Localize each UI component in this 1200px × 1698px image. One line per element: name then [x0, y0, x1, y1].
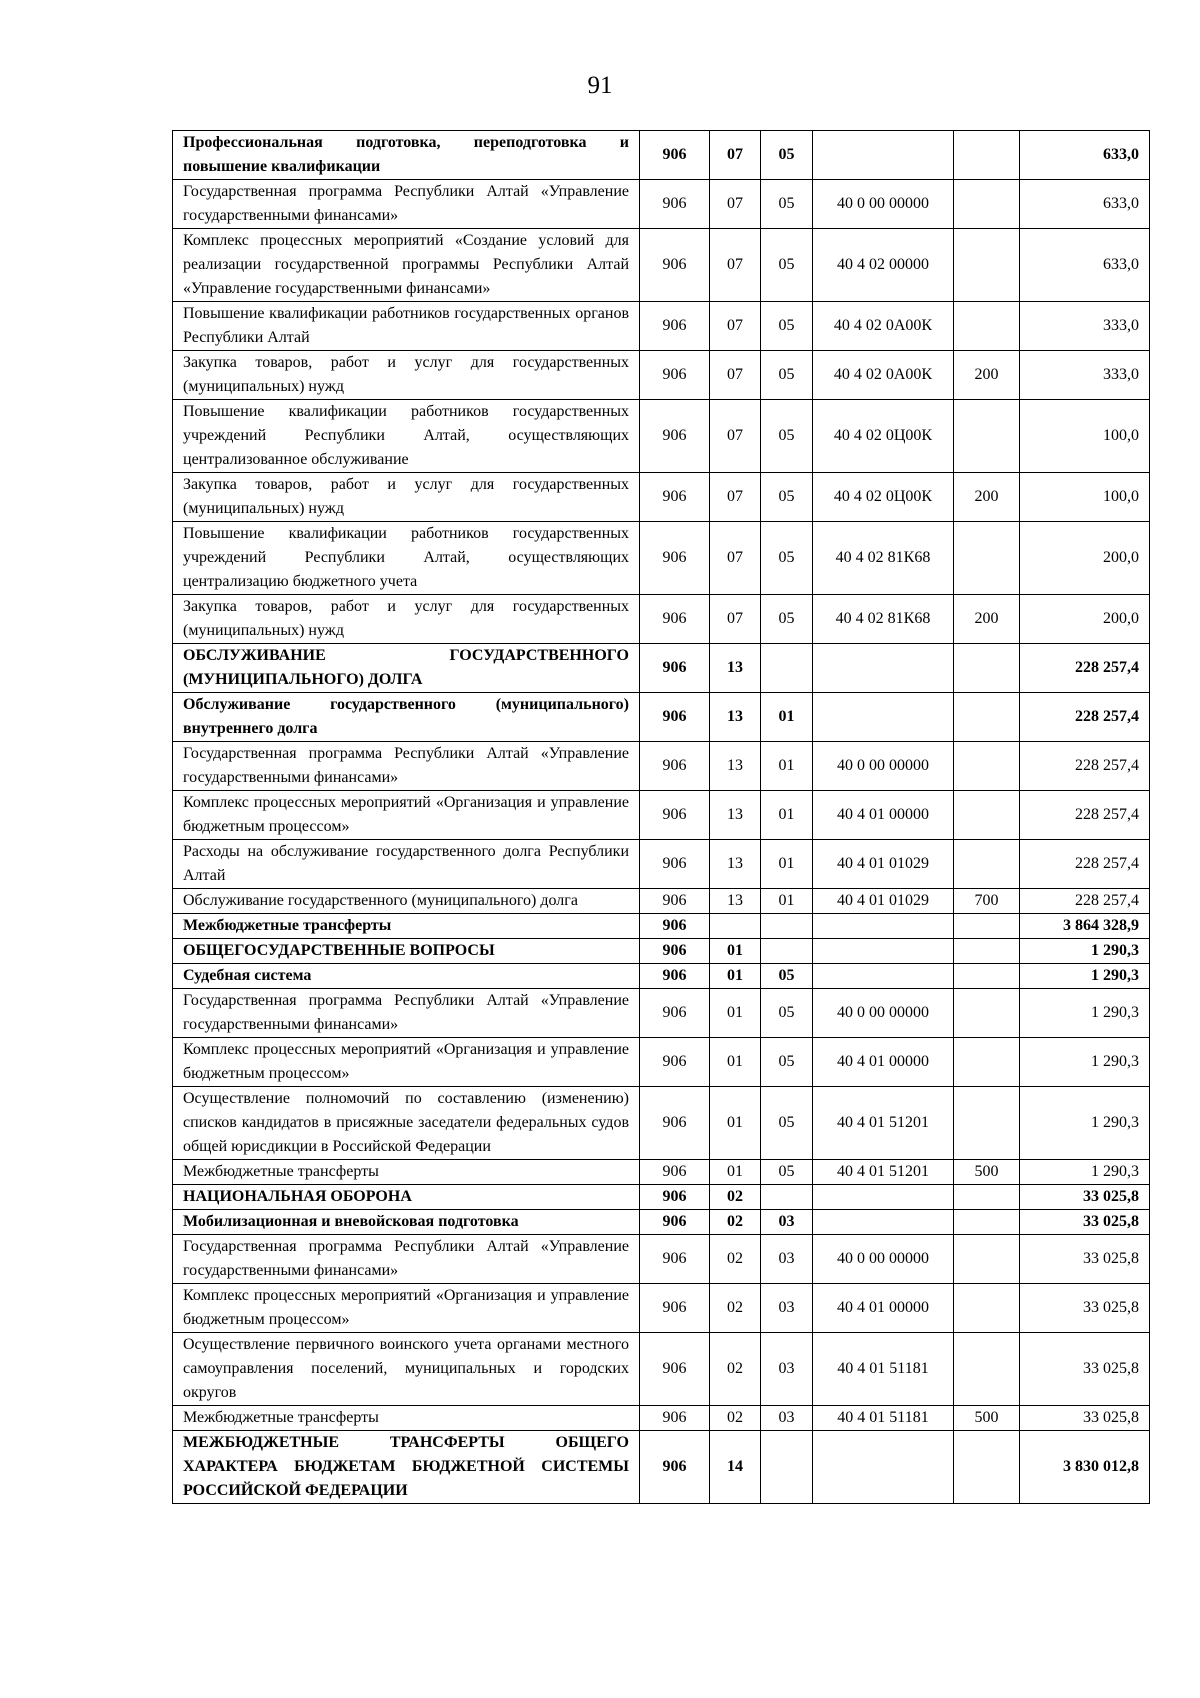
table-row — [173, 302, 1150, 351]
table-row — [173, 595, 1150, 644]
section-code: 07 — [710, 595, 761, 644]
subsection-code — [761, 939, 813, 964]
target-item-code: 40 4 01 51201 — [813, 1160, 954, 1185]
row-name: Закупка товаров, работ и услуг для государственных (муниципальных) нужд — [173, 595, 640, 644]
ministry-code: 906 — [640, 742, 710, 791]
row-name: НАЦИОНАЛЬНАЯ ОБОРОНА — [173, 1185, 640, 1210]
target-item-code: 40 4 01 51201 — [813, 1087, 954, 1160]
expense-type-code — [954, 302, 1020, 351]
table-row — [173, 1038, 1150, 1087]
row-name: Межбюджетные трансферты — [173, 1406, 640, 1431]
ministry-code: 906 — [640, 1210, 710, 1235]
subsection-code: 03 — [761, 1210, 813, 1235]
amount: 100,0 — [1020, 400, 1150, 473]
ministry-code: 906 — [640, 964, 710, 989]
subsection-code: 05 — [761, 400, 813, 473]
ministry-code: 906 — [640, 644, 710, 693]
table-row — [173, 964, 1150, 989]
row-name: ОБСЛУЖИВАНИЕ ГОСУДАРСТВЕННОГО (МУНИЦИПАЛЬНОГО) ДОЛГА — [173, 644, 640, 693]
expense-type-code — [954, 229, 1020, 302]
table-row — [173, 914, 1150, 939]
expense-type-code: 500 — [954, 1406, 1020, 1431]
row-name: Государственная программа Республики Алтай «Управление государственными финансами» — [173, 742, 640, 791]
subsection-code: 03 — [761, 1406, 813, 1431]
amount: 33 025,8 — [1020, 1333, 1150, 1406]
table-row — [173, 1431, 1150, 1504]
expense-type-code: 700 — [954, 889, 1020, 914]
section-code: 02 — [710, 1406, 761, 1431]
expense-type-code: 200 — [954, 595, 1020, 644]
ministry-code: 906 — [640, 302, 710, 351]
amount: 333,0 — [1020, 302, 1150, 351]
amount: 1 290,3 — [1020, 964, 1150, 989]
amount: 228 257,4 — [1020, 889, 1150, 914]
subsection-code: 05 — [761, 473, 813, 522]
table-row — [173, 889, 1150, 914]
subsection-code: 01 — [761, 889, 813, 914]
row-name: ОБЩЕГОСУДАРСТВЕННЫЕ ВОПРОСЫ — [173, 939, 640, 964]
table-row — [173, 1235, 1150, 1284]
row-name: Осуществление полномочий по составлению (изменению) списков кандидатов в присяжные заседатели федеральных судов общей юрисдикции в Российской Федерации — [173, 1087, 640, 1160]
ministry-code: 906 — [640, 1087, 710, 1160]
section-code: 07 — [710, 400, 761, 473]
amount: 33 025,8 — [1020, 1284, 1150, 1333]
row-name: Комплекс процессных мероприятий «Создание условий для реализации государственной программы Республики Алтай «Управление государственными финансами» — [173, 229, 640, 302]
ministry-code: 906 — [640, 180, 710, 229]
section-code: 07 — [710, 522, 761, 595]
subsection-code: 05 — [761, 131, 813, 180]
section-code: 07 — [710, 229, 761, 302]
subsection-code: 01 — [761, 693, 813, 742]
expense-type-code — [954, 1087, 1020, 1160]
table-row — [173, 1160, 1150, 1185]
expense-type-code: 200 — [954, 351, 1020, 400]
target-item-code: 40 4 01 01029 — [813, 840, 954, 889]
subsection-code — [761, 644, 813, 693]
ministry-code: 906 — [640, 889, 710, 914]
table-row — [173, 939, 1150, 964]
ministry-code: 906 — [640, 914, 710, 939]
ministry-code: 906 — [640, 1038, 710, 1087]
table-row — [173, 1284, 1150, 1333]
target-item-code — [813, 1185, 954, 1210]
section-code: 07 — [710, 473, 761, 522]
section-code: 01 — [710, 989, 761, 1038]
subsection-code: 05 — [761, 302, 813, 351]
row-name: Мобилизационная и вневойсковая подготовка — [173, 1210, 640, 1235]
ministry-code: 906 — [640, 989, 710, 1038]
expense-type-code — [954, 1185, 1020, 1210]
amount: 33 025,8 — [1020, 1235, 1150, 1284]
table-row — [173, 351, 1150, 400]
expense-type-code — [954, 400, 1020, 473]
section-code: 13 — [710, 693, 761, 742]
row-name: Закупка товаров, работ и услуг для государственных (муниципальных) нужд — [173, 351, 640, 400]
row-name: Повышение квалификации работников государственных учреждений Республики Алтай, осуществляющих централизованное обслуживание — [173, 400, 640, 473]
table-row — [173, 791, 1150, 840]
row-name: Судебная система — [173, 964, 640, 989]
ministry-code: 906 — [640, 939, 710, 964]
table-row — [173, 473, 1150, 522]
subsection-code: 01 — [761, 742, 813, 791]
amount: 633,0 — [1020, 229, 1150, 302]
subsection-code: 05 — [761, 964, 813, 989]
amount: 1 290,3 — [1020, 1160, 1150, 1185]
expense-type-code — [954, 1038, 1020, 1087]
expense-type-code: 200 — [954, 473, 1020, 522]
section-code: 01 — [710, 1038, 761, 1087]
expense-type-code — [954, 1284, 1020, 1333]
section-code: 07 — [710, 131, 761, 180]
expense-type-code — [954, 791, 1020, 840]
row-name: Профессиональная подготовка, переподготовка и повышение квалификации — [173, 131, 640, 180]
target-item-code — [813, 1431, 954, 1504]
section-code: 01 — [710, 964, 761, 989]
table-row — [173, 989, 1150, 1038]
amount: 1 290,3 — [1020, 939, 1150, 964]
amount: 200,0 — [1020, 595, 1150, 644]
section-code: 13 — [710, 791, 761, 840]
amount: 200,0 — [1020, 522, 1150, 595]
table-row — [173, 693, 1150, 742]
ministry-code: 906 — [640, 400, 710, 473]
target-item-code — [813, 939, 954, 964]
ministry-code: 906 — [640, 1284, 710, 1333]
subsection-code: 05 — [761, 1087, 813, 1160]
subsection-code: 03 — [761, 1284, 813, 1333]
subsection-code — [761, 914, 813, 939]
row-name: Государственная программа Республики Алтай «Управление государственными финансами» — [173, 180, 640, 229]
expense-type-code — [954, 1210, 1020, 1235]
section-code: 02 — [710, 1185, 761, 1210]
section-code — [710, 914, 761, 939]
row-name: Межбюджетные трансферты — [173, 1160, 640, 1185]
subsection-code: 05 — [761, 1160, 813, 1185]
expense-type-code — [954, 131, 1020, 180]
table-row — [173, 644, 1150, 693]
section-code: 13 — [710, 644, 761, 693]
table-row — [173, 1333, 1150, 1406]
table-row — [173, 1210, 1150, 1235]
table-row — [173, 522, 1150, 595]
table-row — [173, 180, 1150, 229]
subsection-code: 05 — [761, 522, 813, 595]
target-item-code: 40 4 02 81К68 — [813, 522, 954, 595]
section-code: 01 — [710, 939, 761, 964]
budget-table — [172, 130, 1150, 1504]
target-item-code: 40 4 01 00000 — [813, 1038, 954, 1087]
ministry-code: 906 — [640, 351, 710, 400]
subsection-code: 05 — [761, 351, 813, 400]
subsection-code: 05 — [761, 595, 813, 644]
row-name: Осуществление первичного воинского учета органами местного самоуправления поселений, муниципальных и городских округов — [173, 1333, 640, 1406]
target-item-code — [813, 914, 954, 939]
subsection-code: 01 — [761, 840, 813, 889]
section-code: 13 — [710, 889, 761, 914]
ministry-code: 906 — [640, 595, 710, 644]
section-code: 02 — [710, 1284, 761, 1333]
amount: 33 025,8 — [1020, 1210, 1150, 1235]
expense-type-code — [954, 1431, 1020, 1504]
row-name: Повышение квалификации работников государственных органов Республики Алтай — [173, 302, 640, 351]
section-code: 13 — [710, 840, 761, 889]
target-item-code: 40 0 00 00000 — [813, 742, 954, 791]
expense-type-code — [954, 989, 1020, 1038]
row-name: МЕЖБЮДЖЕТНЫЕ ТРАНСФЕРТЫ ОБЩЕГО ХАРАКТЕРА БЮДЖЕТАМ БЮДЖЕТНОЙ СИСТЕМЫ РОССИЙСКОЙ ФЕДЕРАЦИИ — [173, 1431, 640, 1504]
row-name: Государственная программа Республики Алтай «Управление государственными финансами» — [173, 1235, 640, 1284]
ministry-code: 906 — [640, 522, 710, 595]
table-row — [173, 400, 1150, 473]
subsection-code: 05 — [761, 229, 813, 302]
target-item-code: 40 4 01 00000 — [813, 791, 954, 840]
section-code: 02 — [710, 1210, 761, 1235]
target-item-code: 40 4 01 51181 — [813, 1406, 954, 1431]
table-row — [173, 1406, 1150, 1431]
row-name: Комплекс процессных мероприятий «Организация и управление бюджетным процессом» — [173, 791, 640, 840]
amount: 1 290,3 — [1020, 989, 1150, 1038]
amount: 3 830 012,8 — [1020, 1431, 1150, 1504]
target-item-code — [813, 131, 954, 180]
amount: 33 025,8 — [1020, 1185, 1150, 1210]
ministry-code: 906 — [640, 229, 710, 302]
target-item-code: 40 4 02 0Ц00К — [813, 473, 954, 522]
ministry-code: 906 — [640, 840, 710, 889]
table-row — [173, 840, 1150, 889]
expense-type-code — [954, 1333, 1020, 1406]
section-code: 07 — [710, 302, 761, 351]
subsection-code: 05 — [761, 1038, 813, 1087]
ministry-code: 906 — [640, 1160, 710, 1185]
ministry-code: 906 — [640, 1431, 710, 1504]
ministry-code: 906 — [640, 1406, 710, 1431]
amount: 228 257,4 — [1020, 840, 1150, 889]
expense-type-code — [954, 180, 1020, 229]
page-number: 91 — [587, 72, 613, 99]
amount: 633,0 — [1020, 131, 1150, 180]
section-code: 02 — [710, 1333, 761, 1406]
target-item-code: 40 4 02 0Ц00К — [813, 400, 954, 473]
expense-type-code — [954, 939, 1020, 964]
table-row — [173, 1185, 1150, 1210]
table-row — [173, 229, 1150, 302]
expense-type-code — [954, 522, 1020, 595]
amount: 33 025,8 — [1020, 1406, 1150, 1431]
amount: 100,0 — [1020, 473, 1150, 522]
row-name: Межбюджетные трансферты — [173, 914, 640, 939]
row-name: Повышение квалификации работников государственных учреждений Республики Алтай, осуществляющих централизацию бюджетного учета — [173, 522, 640, 595]
table-row — [173, 1087, 1150, 1160]
expense-type-code — [954, 742, 1020, 791]
ministry-code: 906 — [640, 1333, 710, 1406]
table-row — [173, 742, 1150, 791]
amount: 228 257,4 — [1020, 742, 1150, 791]
section-code: 13 — [710, 742, 761, 791]
target-item-code: 40 4 01 00000 — [813, 1284, 954, 1333]
section-code: 01 — [710, 1160, 761, 1185]
amount: 633,0 — [1020, 180, 1150, 229]
ministry-code: 906 — [640, 473, 710, 522]
amount: 228 257,4 — [1020, 791, 1150, 840]
target-item-code: 40 4 01 01029 — [813, 889, 954, 914]
row-name: Комплекс процессных мероприятий «Организация и управление бюджетным процессом» — [173, 1284, 640, 1333]
ministry-code: 906 — [640, 1185, 710, 1210]
expense-type-code: 500 — [954, 1160, 1020, 1185]
expense-type-code — [954, 644, 1020, 693]
subsection-code: 03 — [761, 1235, 813, 1284]
ministry-code: 906 — [640, 131, 710, 180]
target-item-code: 40 4 02 0А00К — [813, 302, 954, 351]
target-item-code — [813, 964, 954, 989]
expense-type-code — [954, 914, 1020, 939]
budget-table-body — [173, 131, 1150, 1504]
target-item-code — [813, 644, 954, 693]
expense-type-code — [954, 1235, 1020, 1284]
target-item-code: 40 4 02 81К68 — [813, 595, 954, 644]
target-item-code: 40 0 00 00000 — [813, 1235, 954, 1284]
target-item-code: 40 4 01 51181 — [813, 1333, 954, 1406]
subsection-code — [761, 1185, 813, 1210]
amount: 333,0 — [1020, 351, 1150, 400]
ministry-code: 906 — [640, 791, 710, 840]
amount: 228 257,4 — [1020, 644, 1150, 693]
subsection-code: 01 — [761, 791, 813, 840]
subsection-code: 05 — [761, 989, 813, 1038]
subsection-code — [761, 1431, 813, 1504]
target-item-code — [813, 1210, 954, 1235]
section-code: 07 — [710, 351, 761, 400]
expense-type-code — [954, 964, 1020, 989]
ministry-code: 906 — [640, 693, 710, 742]
amount: 228 257,4 — [1020, 693, 1150, 742]
row-name: Расходы на обслуживание государственного долга Республики Алтай — [173, 840, 640, 889]
amount: 1 290,3 — [1020, 1087, 1150, 1160]
target-item-code: 40 4 02 00000 — [813, 229, 954, 302]
section-code: 14 — [710, 1431, 761, 1504]
subsection-code: 05 — [761, 180, 813, 229]
target-item-code: 40 4 02 0А00К — [813, 351, 954, 400]
amount: 1 290,3 — [1020, 1038, 1150, 1087]
expense-type-code — [954, 693, 1020, 742]
row-name: Комплекс процессных мероприятий «Организация и управление бюджетным процессом» — [173, 1038, 640, 1087]
table-row — [173, 131, 1150, 180]
row-name: Обслуживание государственного (муниципального) долга — [173, 889, 640, 914]
section-code: 07 — [710, 180, 761, 229]
section-code: 01 — [710, 1087, 761, 1160]
target-item-code: 40 0 00 00000 — [813, 180, 954, 229]
row-name: Обслуживание государственного (муниципального) внутреннего долга — [173, 693, 640, 742]
amount: 3 864 328,9 — [1020, 914, 1150, 939]
target-item-code — [813, 693, 954, 742]
section-code: 02 — [710, 1235, 761, 1284]
row-name: Закупка товаров, работ и услуг для государственных (муниципальных) нужд — [173, 473, 640, 522]
subsection-code: 03 — [761, 1333, 813, 1406]
ministry-code: 906 — [640, 1235, 710, 1284]
row-name: Государственная программа Республики Алтай «Управление государственными финансами» — [173, 989, 640, 1038]
target-item-code: 40 0 00 00000 — [813, 989, 954, 1038]
expense-type-code — [954, 840, 1020, 889]
